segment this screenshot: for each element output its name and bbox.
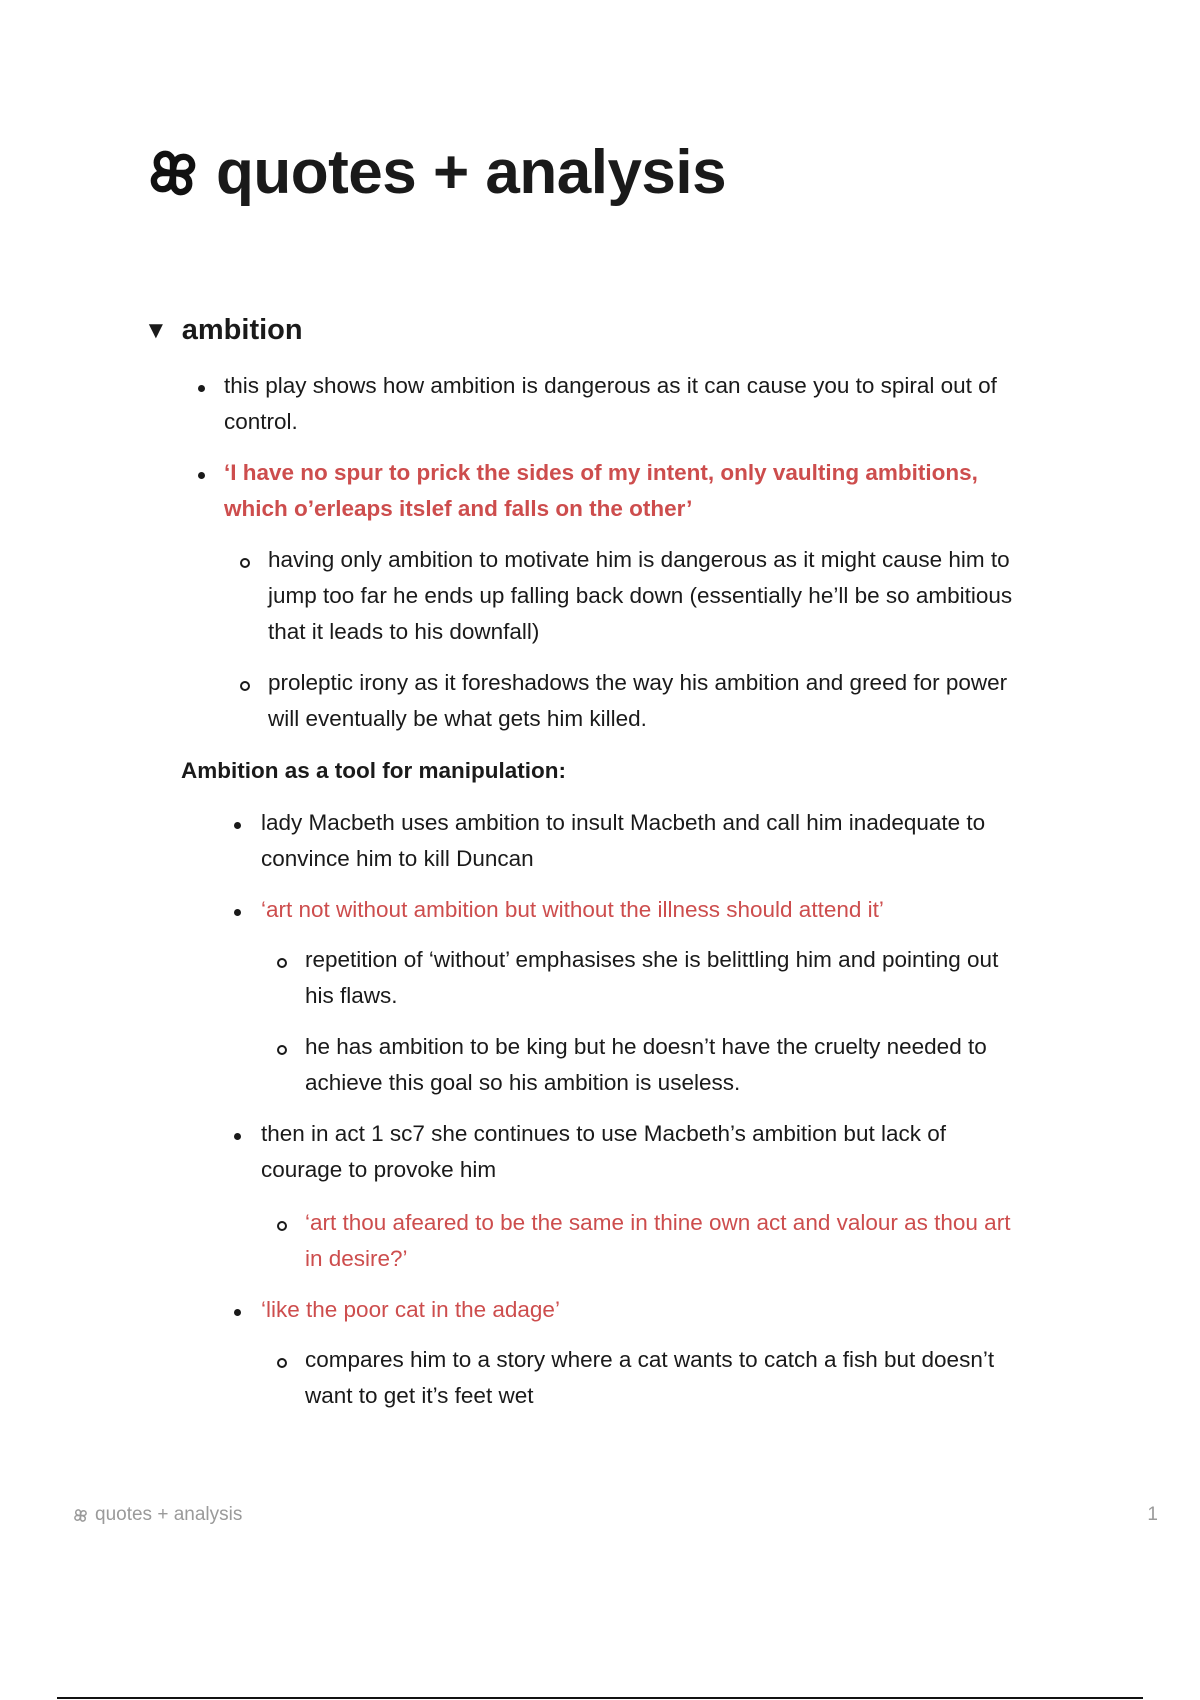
ambition-toggle[interactable] <box>144 316 303 345</box>
circle-bullet-icon <box>277 1221 287 1231</box>
list-item-text: control. <box>224 409 298 434</box>
page-number: 1 <box>1147 1504 1158 1525</box>
circle-bullet-icon <box>240 558 250 568</box>
bullet-icon <box>234 1133 241 1140</box>
clover-icon <box>144 144 202 202</box>
list-item-text: will eventually be what gets him killed. <box>268 706 647 731</box>
list-item-text: repetition of ‘without’ emphasises she is belittling him and pointing out <box>305 947 999 972</box>
list-item-text: lady Macbeth uses ambition to insult Macbeth and call him inadequate to <box>261 810 986 835</box>
toggle-heading: ambition <box>181 314 303 346</box>
subheading: Ambition as a tool for manipulation: <box>181 758 566 783</box>
list-item-text: his flaws. <box>305 983 398 1008</box>
list-item-text: proleptic irony as it foreshadows the way his ambition and greed for power <box>268 670 1008 695</box>
quote-text: ‘art not without ambition but without the illness should attend it’ <box>261 897 884 922</box>
quote-text: which o’erleaps itslef and falls on the other’ <box>224 496 693 521</box>
list-item-text: then in act 1 sc7 she continues to use Macbeth’s ambition but lack of <box>261 1121 946 1146</box>
circle-bullet-icon <box>277 958 287 968</box>
circle-bullet-icon <box>277 1045 287 1055</box>
list-item-text: want to get it’s feet wet <box>305 1383 534 1408</box>
list-item-text: courage to provoke him <box>261 1157 497 1182</box>
list-item-text: compares him to a story where a cat wants to catch a fish but doesn’t <box>305 1347 995 1372</box>
bullet-icon <box>234 822 241 829</box>
bullet-icon <box>234 1309 241 1316</box>
page-title-text: quotes + analysis <box>216 138 727 207</box>
divider <box>57 1697 1143 1699</box>
list-item-text: that it leads to his downfall) <box>268 619 540 644</box>
list-item-text: having only ambition to motivate him is dangerous as it might cause him to <box>268 547 1010 572</box>
quote-text: ‘I have no spur to prick the sides of my intent, only vaulting ambitions, <box>224 460 978 485</box>
footer-title-text: quotes + analysis <box>95 1504 243 1525</box>
bullet-icon <box>198 385 205 392</box>
quote-text: ‘like the poor cat in the adage’ <box>261 1297 560 1322</box>
quote-text: in desire?’ <box>305 1246 408 1271</box>
list-item-text: jump too far he ends up falling back down (essentially he’ll be so ambitious <box>268 583 1013 608</box>
quote-text: ‘art thou afeared to be the same in thine own act and valour as thou art <box>305 1210 1011 1235</box>
circle-bullet-icon <box>277 1358 287 1368</box>
footer-title <box>72 1504 242 1526</box>
triangle-down-icon[interactable]: ▼ <box>144 316 168 344</box>
list-item-text: convince him to kill Duncan <box>261 846 534 871</box>
page-title <box>144 138 727 207</box>
list-item-text: he has ambition to be king but he doesn’t have the cruelty needed to <box>305 1034 987 1059</box>
clover-icon <box>72 1507 89 1524</box>
list-item-text: achieve this goal so his ambition is useless. <box>305 1070 741 1095</box>
bullet-icon <box>198 472 205 479</box>
list-item-text: this play shows how ambition is dangerous as it can cause you to spiral out of <box>224 373 997 398</box>
circle-bullet-icon <box>240 681 250 691</box>
bullet-icon <box>234 909 241 916</box>
